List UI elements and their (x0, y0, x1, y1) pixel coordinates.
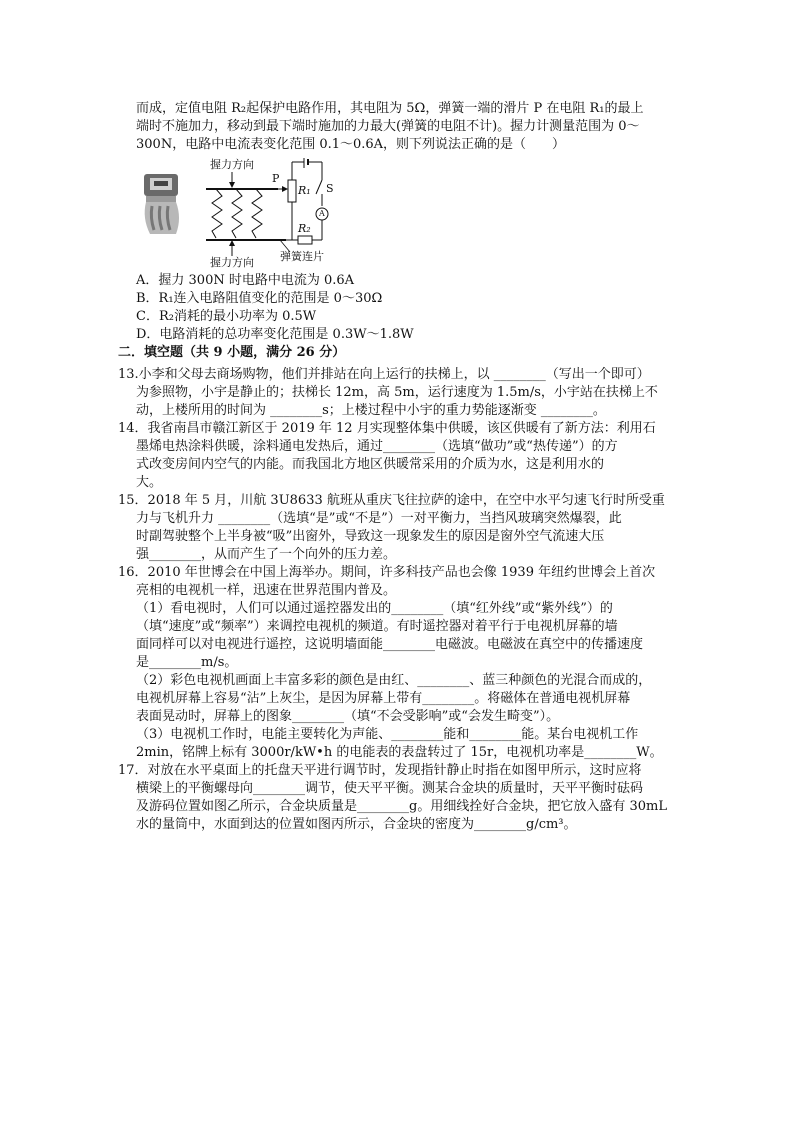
question-text-line: 16．2010 年世博会在中国上海举办。期间，许多科技产品也会像 1939 年纽约世博会上首次 (118, 565, 656, 580)
q12-option-c: C．R₂消耗的最小功率为 0.5W (136, 309, 317, 324)
q12-line-1: 而成，定值电阻 R₂起保护电路作用，其电阻为 5Ω，弹簧一端的滑片 P 在电阻 R₁的最上 (136, 101, 644, 116)
section-heading-fill-in: 二．填空题（共 9 小题，满分 26 分） (118, 345, 346, 360)
question-text-line: 14．我省南昌市赣江新区于 2019 年 12 月实现整体集中供暖，该区供暖有了新方法：利用石 (118, 421, 656, 436)
question-text-line: 电视机屏幕上容易“沾”上灰尘，是因为屏幕上带有________。将磁体在普通电视机屏幕 (136, 691, 631, 706)
question-text-line: （填“速度”或“频率”）来调控电视机的频道。有时遥控器对着平行于电视机屏幕的墙 (136, 619, 618, 634)
q12-line-2: 端时不施加力，移动到最下端时施加的力最大(弹簧的电阻不计)。握力计测量范围为 0～ (136, 119, 640, 134)
question-text-line: 亮相的电视机一样，迅速在世界范围内普及。 (136, 583, 397, 598)
label-spring-link: 弹簧连片 (280, 250, 324, 263)
question-text-line: 时副驾驶整个上半身被“吸”出窗外，导致这一现象发生的原因是窗外空气流速大压 (136, 529, 605, 544)
label-s: S (326, 182, 334, 195)
grip-meter-figure (140, 158, 360, 270)
question-text-line: 13.小李和父母去商场购物，他们并排站在向上运行的扶梯上，以 ________（写出一个即可） (118, 367, 650, 382)
label-r2: R₂ (298, 222, 311, 235)
question-text-line: 动，上楼所用的时间为 ________s；上楼过程中小宇的重力势能逐渐变 ________。 (136, 403, 606, 418)
question-text-line: 15．2018 年 5 月，川航 3U8633 航班从重庆飞往拉萨的途中，在空中水平匀速飞行时所受重 (118, 493, 665, 508)
question-text-line: 大。 (136, 475, 163, 490)
question-text-line: 力与飞机升力 ________（选填“是”或“不是”）一对平衡力，当挡风玻璃突然爆裂，此 (136, 511, 622, 526)
question-text-line: 表面晃动时，屏幕上的图象________（填“不会受影响”或“会发生畸变”）。 (136, 709, 560, 724)
label-grip-direction-bottom: 握力方向 (210, 256, 254, 269)
question-text-line: 强________，从而产生了一个向外的压力差。 (136, 547, 397, 562)
question-text-line: 为参照物，小宇是静止的；扶梯长 12m，高 5m，运行速度为 1.5m/s，小宇站在扶梯上不 (136, 385, 658, 400)
question-text-line: 2min，铭牌上标有 3000r/kW•h 的电能表的表盘转过了 15r，电视机功率是________W。 (136, 745, 663, 760)
question-text-line: 面同样可以对电视进行遥控，这说明墙面能________电磁波。电磁波在真空中的传播速度 (136, 637, 644, 652)
question-text-line: 横梁上的平衡螺母向________调节，使天平平衡。测某合金块的质量时，天平平衡时砝码 (136, 781, 644, 796)
question-text-line: 17．对放在水平桌面上的托盘天平进行调节时，发现指针静止时指在如图甲所示，这时应将 (118, 763, 642, 778)
label-r1: R₁ (298, 184, 311, 197)
question-text-line: 是________m/s。 (136, 655, 238, 670)
label-grip-direction-top: 握力方向 (210, 158, 254, 171)
question-text-line: （2）彩色电视机画面上丰富多彩的颜色是由红、________、蓝三种颜色的光混合而成的， (136, 673, 652, 688)
question-text-line: 墨烯电热涂料供暖，涂料通电发热后，通过________（选填“做功”或“热传递”）的方 (136, 439, 618, 454)
question-text-line: 式改变房间内空气的内能。而我国北方地区供暖常采用的介质为水，这是利用水的 (136, 457, 605, 472)
q12-line-3: 300N，电路中电流表变化范围 0.1～0.6A，则下列说法正确的是（ ） (136, 137, 566, 152)
question-text-line: （3）电视机工作时，电能主要转化为声能、________能和________能。某台电视机工作 (136, 727, 639, 742)
q12-option-a: A．握力 300N 时电路中电流为 0.6A (136, 273, 355, 288)
question-text-line: 水的量筒中，水面到达的位置如图丙所示，合金块的密度为________g/cm³。 (136, 817, 577, 832)
question-text-line: 及游码位置如图乙所示，合金块质量是________g。用细线拴好合金块，把它放入盛有 30mL (136, 799, 667, 814)
label-a: A (319, 209, 325, 218)
question-text-line: （1）看电视时，人们可以通过遥控器发出的________（填“红外线”或“紫外线”）的 (136, 601, 613, 616)
q12-option-b: B．R₁连入电路阻值变化的范围是 0～30Ω (136, 291, 383, 306)
label-p: P (272, 172, 280, 185)
q12-option-d: D．电路消耗的总功率变化范围是 0.3W～1.8W (136, 327, 414, 342)
